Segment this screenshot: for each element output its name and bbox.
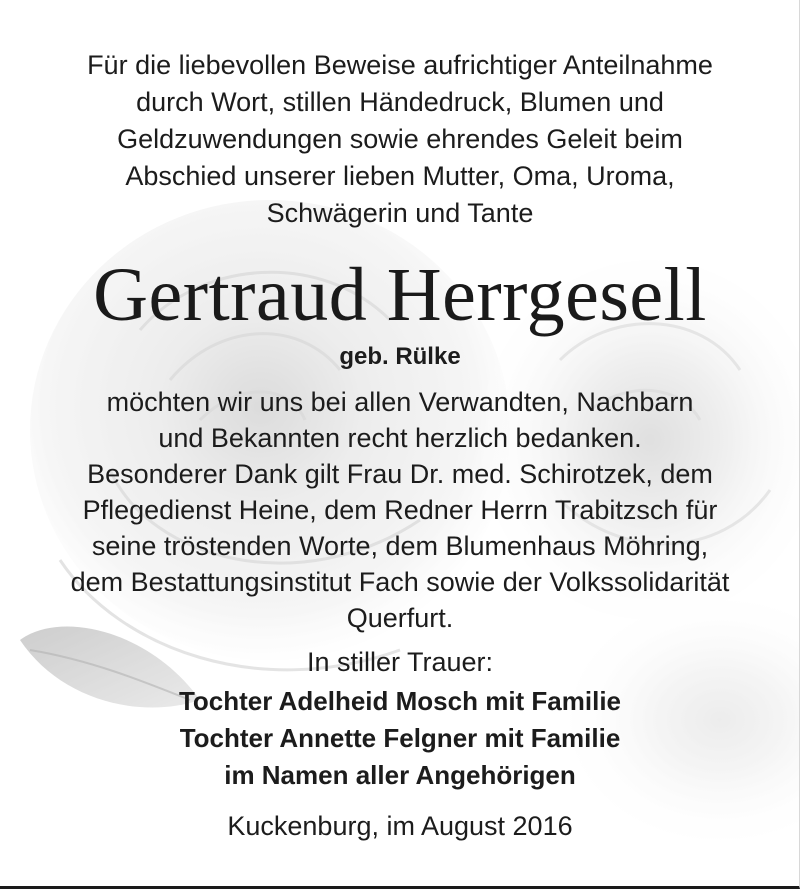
thanks-line: Besonderer Dank gilt Frau Dr. med. Schirotzek, dem	[87, 459, 713, 489]
intro-line: Abschied unserer lieben Mutter, Oma, Uroma,	[125, 161, 675, 191]
thanks-line: Querfurt.	[346, 603, 454, 633]
signers-list	[0, 683, 800, 794]
signer-line: im Namen aller Angehörigen	[224, 760, 576, 790]
thanks-line: und Bekannten recht herzlich bedanken.	[158, 423, 642, 453]
intro-line: Geldzuwendungen sowie ehrendes Geleit beim	[117, 124, 683, 154]
intro-line: Für die liebevollen Beweise aufrichtiger Anteilnahme	[87, 50, 713, 80]
deceased-name: Gertraud Herrgesell	[93, 253, 707, 337]
thanks-line: dem Bestattungsinstitut Fach sowie der Volkssolidarität	[70, 567, 730, 597]
intro-paragraph	[30, 47, 770, 232]
mourning-heading: In stiller Trauer:	[306, 647, 494, 677]
place-and-date: Kuckenburg, im August 2016	[227, 811, 573, 841]
intro-line: Schwägerin und Tante	[266, 198, 534, 228]
thanks-line: seine tröstenden Worte, dem Blumenhaus Möhring,	[91, 531, 709, 561]
intro-line: durch Wort, stillen Händedruck, Blumen und	[136, 87, 664, 117]
thanks-line: Pflegedienst Heine, dem Redner Herrn Trabitzsch für	[82, 495, 718, 525]
signer-line: Tochter Adelheid Mosch mit Familie	[178, 686, 622, 716]
maiden-name: geb. Rülke	[339, 343, 461, 370]
signer-line: Tochter Annette Felgner mit Familie	[179, 723, 621, 753]
thanks-paragraph	[20, 384, 780, 636]
thanks-line: möchten wir uns bei allen Verwandten, Nachbarn	[106, 387, 694, 417]
